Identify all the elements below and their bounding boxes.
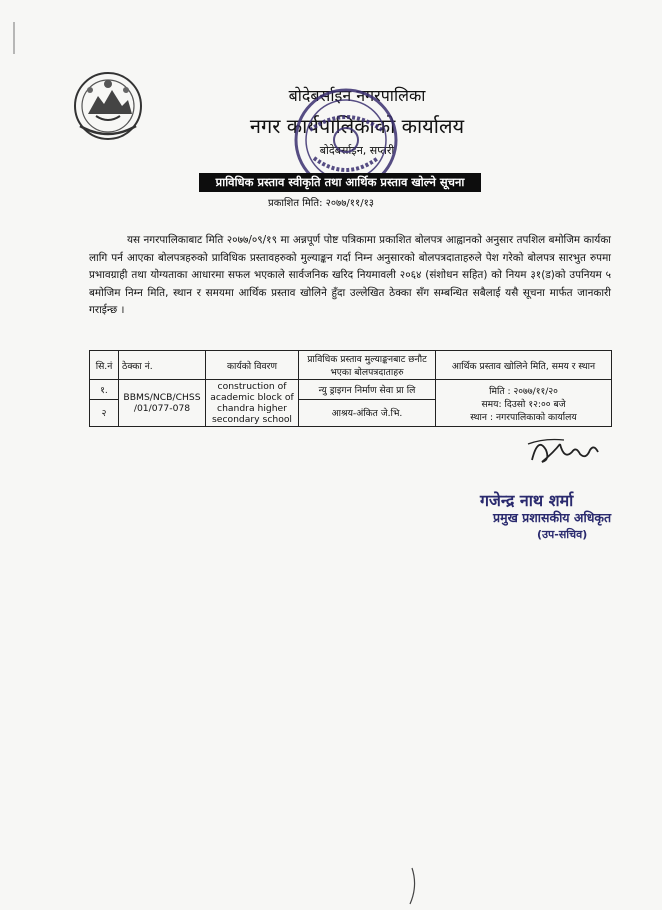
office-address: बोदेबर्साइन, सप्तरी <box>319 144 395 157</box>
scan-mark-icon <box>404 866 420 906</box>
published-date: प्रकाशित मिति: २०७७/११/१३ <box>268 198 374 209</box>
bidder-cell: आश्रय-अंकित जे.भि. <box>299 399 436 426</box>
work-line: chandra higher <box>217 403 287 414</box>
col-header-work: कार्यको विवरण <box>206 351 299 380</box>
tender-table <box>89 350 612 427</box>
handwritten-signature-icon <box>524 430 614 470</box>
fin-date: मिति : २०७७/११/२० <box>489 385 558 397</box>
work-line: secondary school <box>212 414 292 425</box>
bidder-cell: न्यु ड्राइगन निर्माण सेवा प्रा लि <box>299 380 436 400</box>
table-header-row <box>90 351 612 380</box>
municipality-name: बोदेबर्साइन नगरपालिका <box>288 86 426 105</box>
signatory-title: प्रमुख प्रशासकीय अधिकृत <box>493 510 612 525</box>
scan-mark-icon <box>8 20 20 56</box>
contract-no-line: /01/077-078 <box>133 403 191 414</box>
col-header-financial: आर्थिक प्रस्ताव खोलिने मिति, समय र स्थान <box>436 351 612 380</box>
notice-title: प्राविधिक प्रस्ताव स्वीकृति तथा आर्थिक प्रस्ताव खोल्ने सूचना <box>199 173 481 192</box>
notice-paragraph: यस नगरपालिकाबाट मिति २०७७/०९/१९ मा अन्नपूर्ण पोष्ट पत्रिकामा प्रकाशित बोलपत्र आह्वानको अनुसार तपशिल बमोजिम कार्यका लागि पर्न आएका बोलपत्रहरुको प्राविधिक प्रस्तावहरुको मुल्याङ्कन गर्दा निम्न अनुसारको बोलपत्रदाताहरुले पेश गरेको बोलपत्र सारभुत रुपमा प्रभावग्राही तथा योग्यताका आधारमा सफल भएकाले सार्वजनिक खरिद नियमावली २०६४ (संशोधन सहित) को नियम ३१(ड)को उपनियम ५ बमोजिम निम्न मिति, स्थान र समयमा आर्थिक प्रस्ताव खोलिने हुँदा उल्लेखित ठेक्का सँग सम्बन्धित सबैलाई यसै सूचना मार्फत जानकारी गराईन्छ । <box>89 234 611 317</box>
row-sn: २ <box>90 399 119 426</box>
contract-no-line: BBMS/NCB/CHSS <box>123 392 201 403</box>
work-line: academic block of <box>210 392 294 403</box>
fin-place: स्थान : नगरपालिकाको कार्यालय <box>470 411 577 423</box>
fin-time: समय: दिउसो १२:०० बजे <box>481 398 566 410</box>
col-header-contract-no: ठेक्का नं. <box>119 351 206 380</box>
office-name: नगर कार्यपालिकाको कार्यालय <box>249 114 465 138</box>
row-sn: १. <box>90 380 119 400</box>
table-row <box>90 380 612 400</box>
signatory-name: गजेन्द्र नाथ शर्मा <box>480 491 574 510</box>
signatory-subtitle: (उप-सचिव) <box>537 528 588 541</box>
contract-no-cell <box>119 380 206 427</box>
col-header-bidders: प्राविधिक प्रस्ताव मुल्याङ्कनबाट छनौट भएका बोलपत्रदाताहरु <box>299 351 436 380</box>
financial-opening-cell <box>436 380 612 427</box>
work-description-cell <box>206 380 299 427</box>
work-line: construction of <box>217 381 287 392</box>
col-header-sn: सि.नं <box>90 351 119 380</box>
